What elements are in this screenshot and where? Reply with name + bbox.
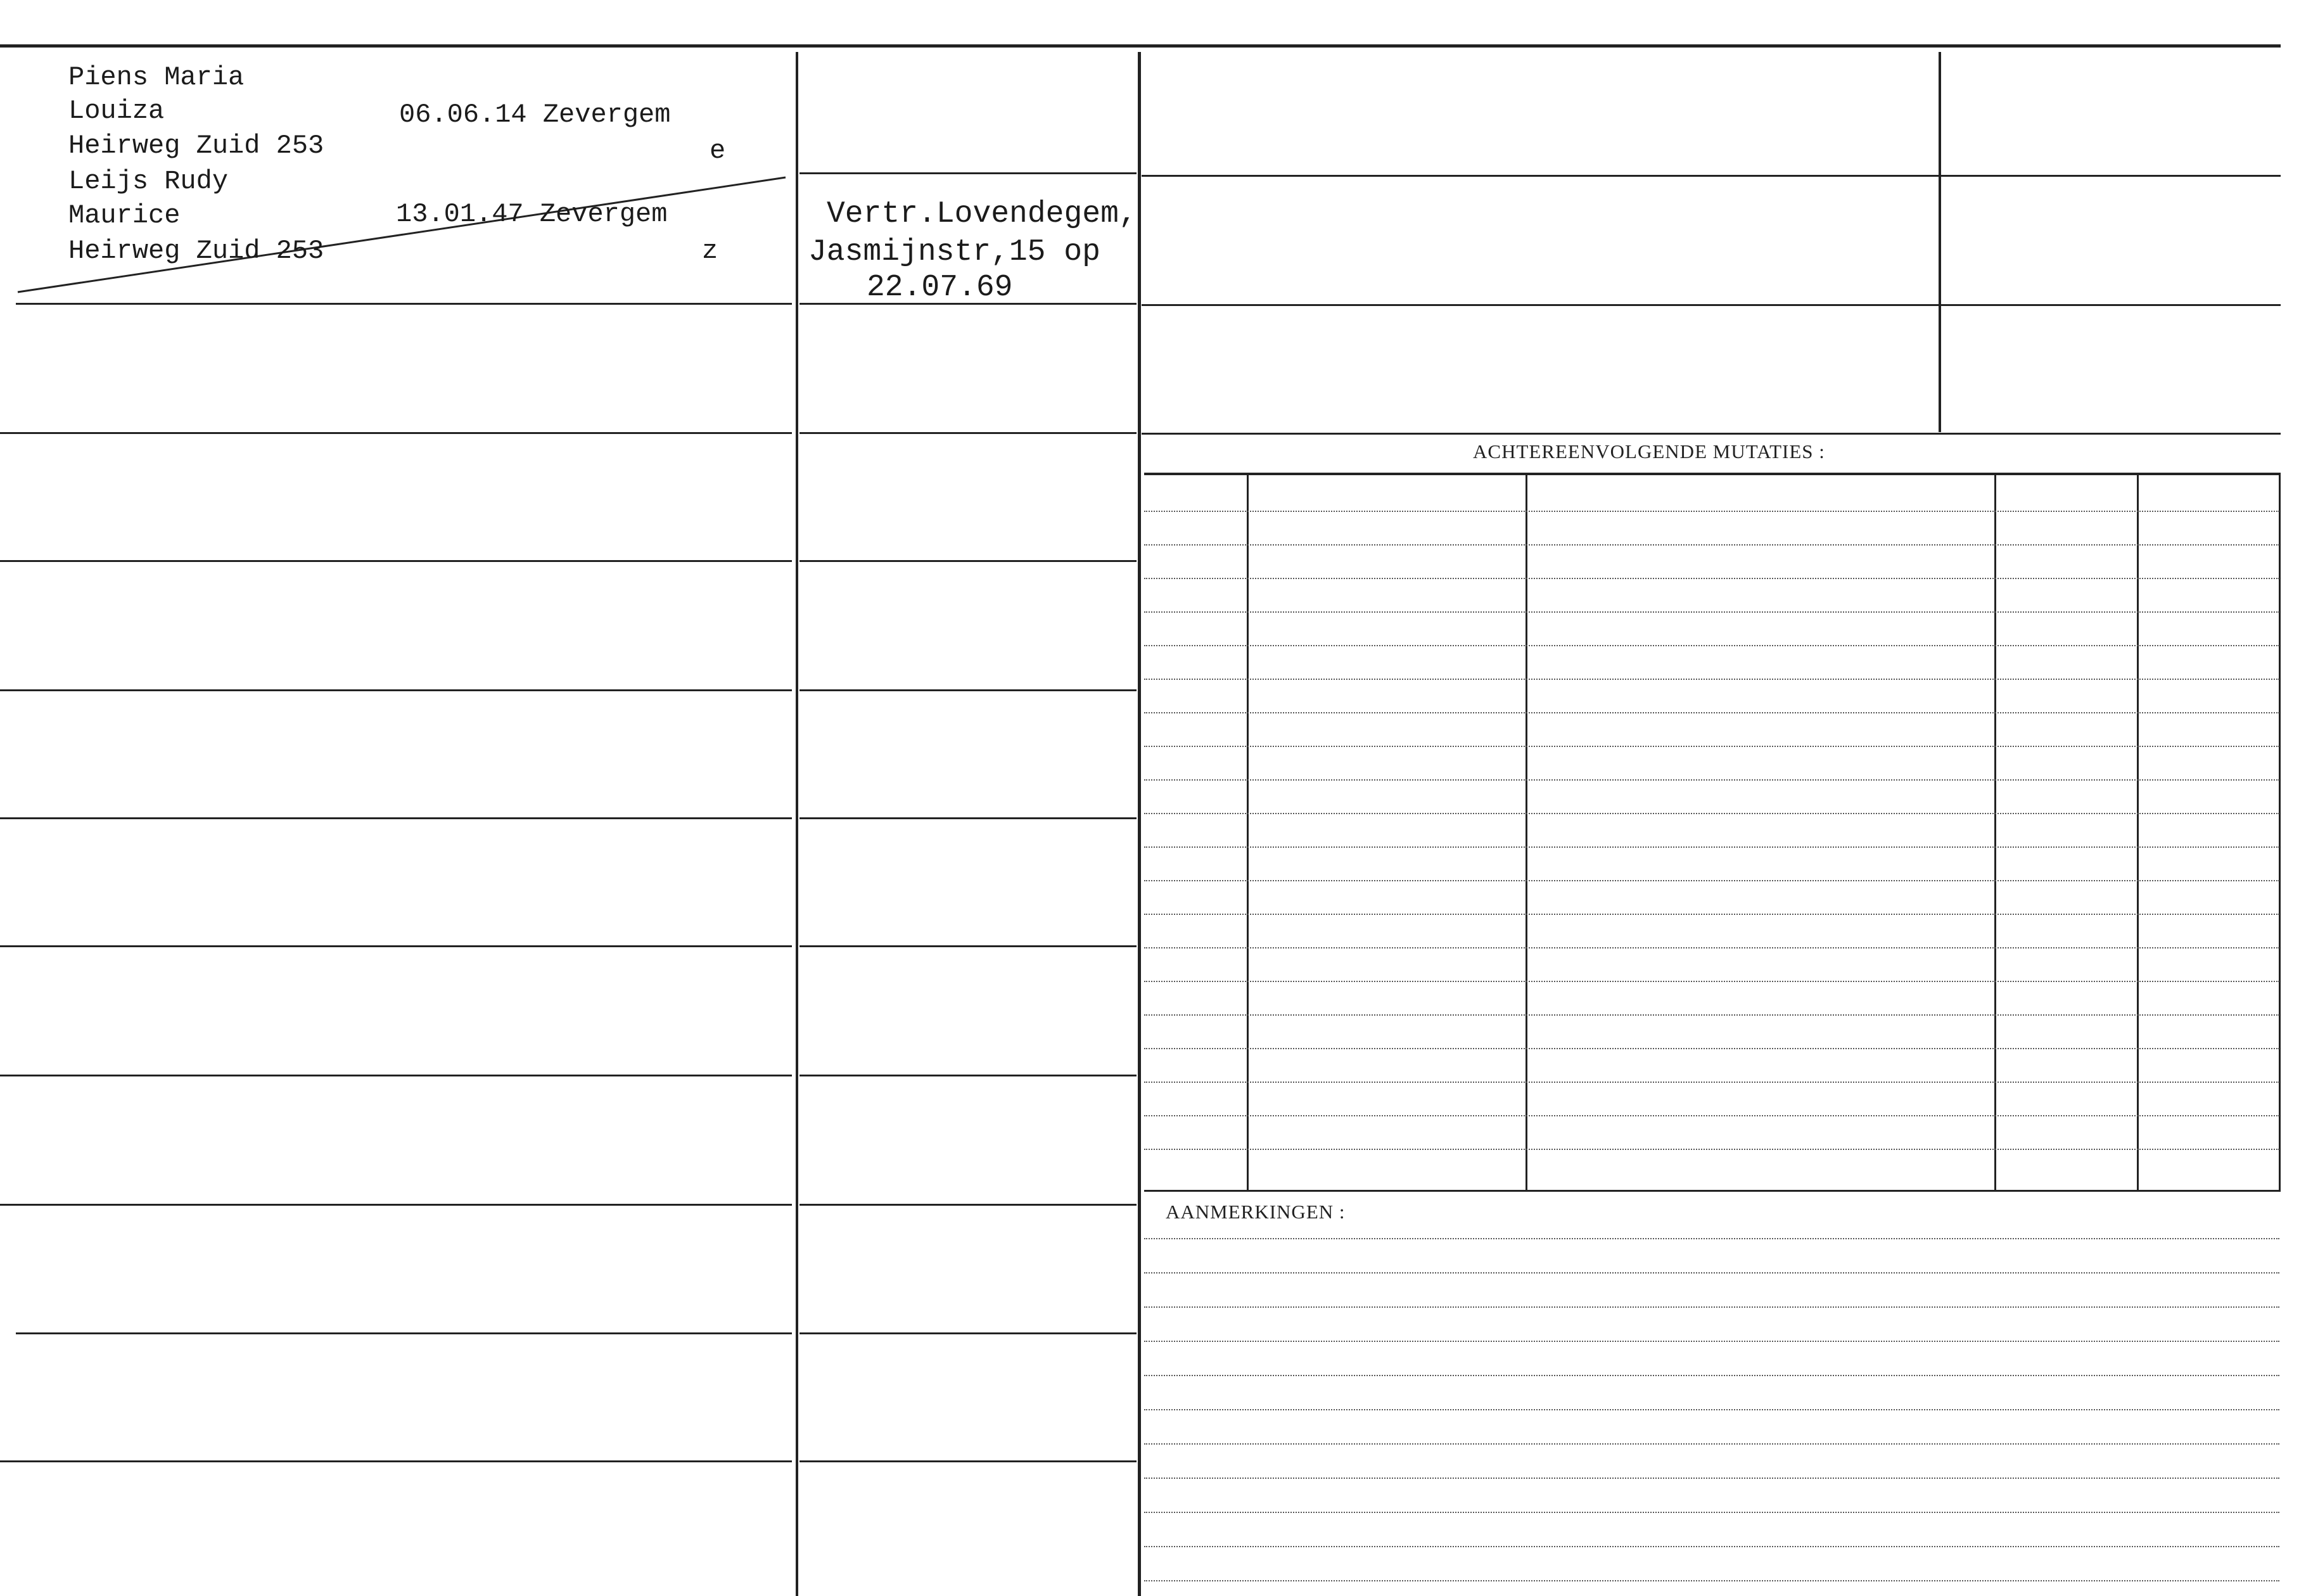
- entry-1-name-line-1: Piens Maria: [68, 62, 245, 93]
- mid-line-1: [799, 172, 1137, 174]
- remarks-line: [1144, 1512, 2279, 1513]
- column-divider-2: [1138, 52, 1141, 1596]
- mutations-line: [1144, 813, 2279, 814]
- mutations-line: [1144, 1082, 2279, 1083]
- mutations-table-top: [1144, 473, 2281, 475]
- remarks-line: [1144, 1443, 2279, 1445]
- mutations-line: [1144, 981, 2279, 982]
- row-line-6: [0, 945, 792, 947]
- mid-line-6: [799, 817, 1137, 819]
- row-line-7: [0, 1075, 792, 1076]
- entry-1-name-line-2: Louiza: [68, 96, 165, 126]
- mid-line-11: [799, 1460, 1137, 1462]
- row-line-4: [0, 689, 792, 691]
- entry-1-address: Heirweg Zuid 253: [68, 131, 324, 161]
- right-line-1: [1142, 175, 2281, 177]
- mutations-line: [1144, 947, 2279, 948]
- entry-2-name-line-2: Maurice: [68, 200, 181, 231]
- remarks-line: [1144, 1272, 2279, 1274]
- mutations-line: [1144, 544, 2279, 546]
- mutations-col-4: [2137, 474, 2139, 1191]
- right-line-2: [1142, 304, 2281, 306]
- row-line-2: [0, 432, 792, 434]
- mutations-col-3: [1994, 474, 1996, 1191]
- mid-line-7: [799, 945, 1137, 947]
- mutations-line: [1144, 846, 2279, 848]
- mid-line-5: [799, 689, 1137, 691]
- mid-line-10: [799, 1332, 1137, 1334]
- entry-2-birth: 13.01.47 Zevergem: [396, 199, 668, 229]
- mutations-line: [1144, 1048, 2279, 1049]
- remarks-line: [1144, 1409, 2279, 1410]
- departure-note-line-1: Vertr.Lovendegem,: [827, 197, 1137, 231]
- row-line-3: [0, 560, 792, 562]
- mutations-line: [1144, 578, 2279, 579]
- mutations-line: [1144, 1115, 2279, 1116]
- mutations-col-1: [1247, 474, 1249, 1191]
- remarks-line: [1144, 1341, 2279, 1342]
- entry-2-name-line-1: Leijs Rudy: [68, 166, 229, 196]
- remarks-line: [1144, 1238, 2279, 1239]
- column-divider-3: [1939, 52, 1941, 432]
- row-line-10: [0, 1460, 792, 1462]
- remarks-line: [1144, 1478, 2279, 1479]
- entry-2-code: z: [702, 236, 718, 266]
- mutations-line: [1144, 611, 2279, 613]
- row-line-8: [0, 1204, 792, 1206]
- departure-note-line-2: Jasmijnstr,15 op: [808, 235, 1100, 269]
- row-line-5: [0, 817, 792, 819]
- mutations-line: [1144, 914, 2279, 915]
- mid-line-9: [799, 1204, 1137, 1206]
- mutations-table-bottom: [1144, 1190, 2281, 1192]
- entry-1-code: e: [710, 136, 726, 166]
- mutations-heading: ACHTEREENVOLGENDE MUTATIES :: [1473, 440, 1825, 463]
- mutations-line: [1144, 746, 2279, 747]
- mutations-line: [1144, 880, 2279, 881]
- entry-2-address: Heirweg Zuid 253: [68, 236, 324, 266]
- remarks-line: [1144, 1546, 2279, 1547]
- mid-line-3: [799, 432, 1137, 434]
- mutations-line: [1144, 1014, 2279, 1016]
- mid-line-4: [799, 560, 1137, 562]
- departure-note-line-3: 22.07.69: [867, 271, 1013, 305]
- mutations-col-2: [1526, 474, 1527, 1191]
- mutations-line: [1144, 511, 2279, 512]
- remarks-line: [1144, 1580, 2279, 1581]
- row-line-9: [16, 1332, 792, 1334]
- remarks-heading: AANMERKINGEN :: [1166, 1201, 1346, 1223]
- mid-line-8: [799, 1075, 1137, 1076]
- mutations-col-5: [2279, 474, 2281, 1191]
- mutations-line: [1144, 779, 2279, 781]
- remarks-line: [1144, 1306, 2279, 1308]
- remarks-line: [1144, 1375, 2279, 1376]
- mutations-line: [1144, 712, 2279, 713]
- right-line-3: [1142, 433, 2281, 435]
- mutations-line: [1144, 679, 2279, 680]
- entry-1-birth: 06.06.14 Zevergem: [399, 99, 671, 130]
- mutations-line: [1144, 1149, 2279, 1150]
- mutations-line: [1144, 645, 2279, 646]
